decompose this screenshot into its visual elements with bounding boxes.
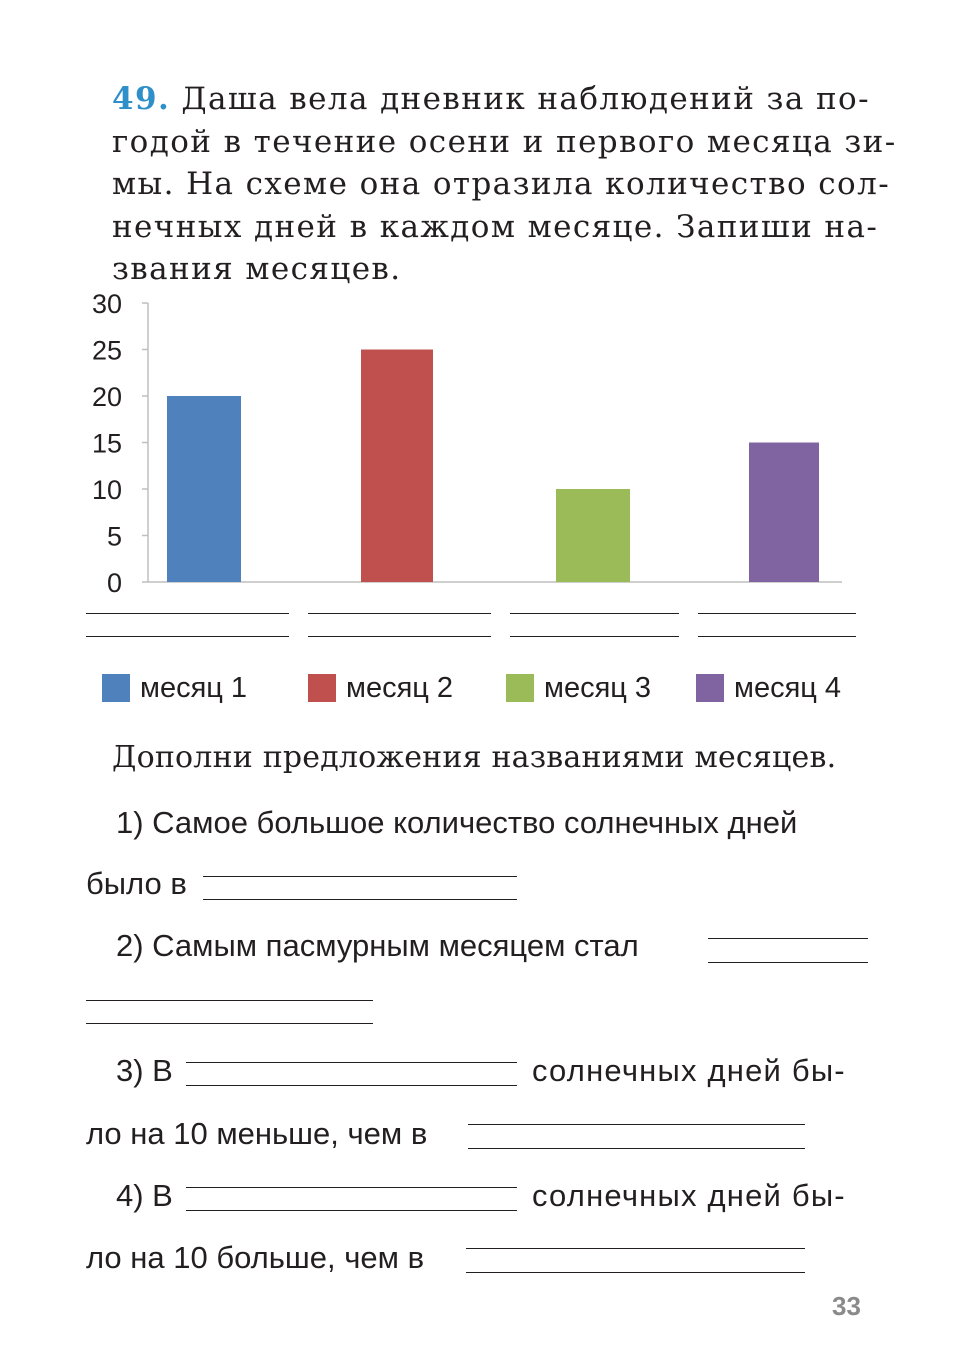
- bar-3: [556, 489, 630, 582]
- legend-item-month3: [506, 672, 651, 704]
- answer-line-s3-a[interactable]: [186, 1062, 517, 1063]
- answer-line-s4-d[interactable]: [466, 1272, 805, 1273]
- sentence-2-line-1: 2) Самым пасмурным месяцем стал: [116, 928, 639, 963]
- answer-line-s4-a[interactable]: [186, 1187, 517, 1188]
- answer-line-s3-d[interactable]: [468, 1148, 805, 1149]
- legend-item-month2: [308, 672, 453, 704]
- sentence-1-line-1: 1) Самое большое количество солнечных дней: [116, 805, 798, 840]
- y-tick-label: 20: [91, 382, 122, 412]
- y-tick-label: 5: [106, 521, 122, 552]
- legend-swatch-month1: [102, 674, 130, 702]
- legend-swatch-month3: [506, 674, 534, 702]
- answer-line-month3-b[interactable]: [510, 636, 679, 637]
- sentence-3-end: ло на 10 меньше, чем в: [86, 1116, 428, 1151]
- answer-line-s3-b[interactable]: [186, 1085, 517, 1086]
- answer-line-s4-c[interactable]: [466, 1248, 805, 1249]
- sentence-4-end: ло на 10 больше, чем в: [86, 1240, 425, 1275]
- answer-line-month1-a[interactable]: [86, 613, 289, 614]
- bar-1: [167, 396, 241, 582]
- bar-chart: [0, 0, 953, 620]
- task-line-2: годой в течение осени и первого месяца зи-: [112, 123, 897, 160]
- legend-label-month1: месяц 1: [140, 671, 248, 704]
- y-tick-label: 30: [91, 289, 122, 319]
- legend-label-month2: месяц 2: [346, 671, 454, 704]
- bar-2: [361, 350, 433, 583]
- answer-line-s1-a[interactable]: [203, 876, 517, 877]
- answer-line-s2-a[interactable]: [708, 938, 868, 939]
- answer-line-s3-c[interactable]: [468, 1124, 805, 1125]
- answer-line-month2-a[interactable]: [308, 613, 491, 614]
- y-tick-label: 10: [91, 475, 122, 505]
- legend-label-month3: месяц 3: [544, 671, 652, 704]
- answer-line-s4-b[interactable]: [186, 1210, 517, 1211]
- legend-label-month4: месяц 4: [734, 671, 842, 704]
- sentence-1-line-2: было в: [86, 866, 187, 901]
- y-tick-label: 0: [106, 568, 122, 598]
- answer-line-month4-a[interactable]: [698, 613, 856, 614]
- legend-item-month1: [102, 672, 247, 704]
- y-tick-label: 25: [91, 335, 122, 366]
- sentence-4-middle: солнечных дней бы-: [532, 1178, 846, 1213]
- answer-line-month1-b[interactable]: [86, 636, 289, 637]
- sentence-4-start: 4) В: [116, 1178, 173, 1213]
- task-line-1-text: Даша вела дневник наблюдений за по-: [181, 81, 870, 117]
- page-number: 33: [832, 1291, 861, 1321]
- answer-line-s2-c[interactable]: [86, 1000, 373, 1001]
- answer-line-month4-b[interactable]: [698, 636, 856, 637]
- answer-line-month3-a[interactable]: [510, 613, 679, 614]
- bar-4: [749, 443, 819, 583]
- task-line-3: мы. На схеме она отразила количество сол-: [112, 166, 891, 202]
- answer-line-s2-d[interactable]: [86, 1023, 373, 1024]
- answer-line-s1-b[interactable]: [203, 899, 517, 900]
- answer-line-month2-b[interactable]: [308, 636, 491, 637]
- subtask-heading: Дополни предложения названиями месяцев.: [112, 740, 837, 775]
- legend-swatch-month4: [696, 674, 724, 702]
- y-tick-label: 15: [91, 428, 122, 459]
- legend-item-month4: [696, 672, 841, 704]
- task-line-5: звания месяцев.: [112, 251, 402, 287]
- task-line-4: нечных дней в каждом месяце. Запиши на-: [112, 208, 879, 245]
- task-number: 49.: [112, 81, 171, 117]
- sentence-3-middle: солнечных дней бы-: [532, 1053, 846, 1088]
- legend-swatch-month2: [308, 674, 336, 702]
- sentence-3-start: 3) В: [116, 1053, 173, 1088]
- answer-line-s2-b[interactable]: [708, 962, 868, 963]
